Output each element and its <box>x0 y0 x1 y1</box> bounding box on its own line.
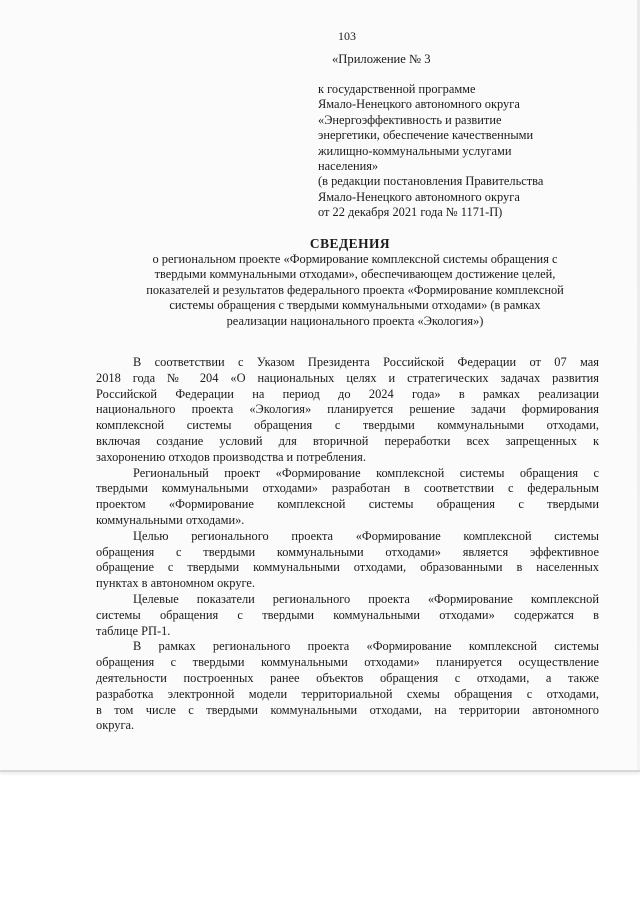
paragraph-line: комплексной системы обращения с твердыми коммунальными отходами, <box>96 418 599 433</box>
paragraph-line: обращения с твердыми коммунальными отходами» является эффективное <box>96 544 599 559</box>
paragraph-line: обращения с твердыми коммунальными отходами» планируется осуществление <box>96 655 599 670</box>
subheading-line: о региональном проекте «Формирование комплексной системы обращения с <box>152 252 558 266</box>
paragraph-line: проектом «Формирование комплексной системы обращения с твердыми <box>96 497 599 512</box>
paragraph-line: В рамках регионального проекта «Формирование комплексной системы <box>133 639 599 654</box>
subheading-line: системы обращения с твердыми коммунальными отходами» (в рамках <box>169 298 541 313</box>
appendix-line: Ямало-Ненецкого автономного округа <box>318 97 520 112</box>
paragraph-line: Региональный проект «Формирование комплексной системы обращения с <box>133 465 599 480</box>
subheading-line: показателей и результатов федерального проекта «Формирование комплексной <box>146 282 564 297</box>
paragraph-line: национального проекта «Экология» планируется решение задачи формирования <box>96 402 599 417</box>
document-heading: СВЕДЕНИЯ <box>309 236 391 251</box>
appendix-line: от 22 декабря 2021 года № 1171-П) <box>318 205 503 220</box>
appendix-line: «Энергоэффективность и развитие <box>318 112 502 127</box>
appendix-line: (в редакции постановления Правительства <box>318 174 544 189</box>
paragraph-line: обращение с твердыми коммунальными отходами, образованными в населенных <box>96 560 599 575</box>
appendix-block <box>318 82 618 221</box>
paragraph-line: деятельности построенных ранее объектов обращения с отходами, а также <box>96 670 599 685</box>
paragraph-line: Российской Федерации на период до 2024 года» в рамках реализации <box>96 386 599 401</box>
paragraph-line: Целевые показатели регионального проекта «Формирование комплексной <box>133 591 599 606</box>
paragraph-line: округа. <box>96 718 135 733</box>
appendix-line: энергетики, обеспечение качественными <box>318 128 534 143</box>
paragraph-line: 2018 года № 204 «О национальных целях и стратегических задачах развития <box>96 370 599 385</box>
appendix-line: жилищно-коммунальными услугами <box>318 143 512 158</box>
appendix-line: населения» <box>318 159 379 174</box>
subheading-line: твердыми коммунальными отходами», обеспечивающем достижение целей, <box>154 267 556 282</box>
paragraph-line: Целью регионального проекта «Формирование комплексной системы <box>133 528 599 543</box>
paragraph-line: захоронению отходов производства и потребления. <box>96 449 366 464</box>
appendix-title: «Приложение № 3 <box>332 52 431 66</box>
appendix-line: Ямало-Ненецкого автономного округа <box>318 189 520 204</box>
subheading-line: реализации национального проекта «Экология») <box>226 313 484 328</box>
paragraph-line: пунктах в автономном округе. <box>96 576 256 591</box>
page-number: 103 <box>338 29 356 43</box>
paragraph-line: твердыми коммунальными отходами» разработан в соответствии с федеральным <box>96 481 599 496</box>
appendix-line: к государственной программе <box>318 82 476 96</box>
paragraph-line: системы обращения с твердыми коммунальными отходами» содержатся в <box>96 607 599 622</box>
paragraph-line: разработка электронной модели территориальной схемы обращения с отходами, <box>96 686 599 701</box>
document-subheading <box>90 252 620 329</box>
body-text <box>96 355 599 734</box>
paragraph-line: таблице РП-1. <box>96 623 171 638</box>
paragraph-line: В соответствии с Указом Президента Российской Федерации от 07 мая <box>133 355 599 369</box>
paragraph-line: в том числе с твердыми коммунальными отходами, на территории автономного <box>96 702 599 717</box>
paragraph-line: включая создание условий для вторичной переработки всех запрещенных к <box>96 433 599 448</box>
paragraph-line: коммунальными отходами». <box>96 512 245 527</box>
